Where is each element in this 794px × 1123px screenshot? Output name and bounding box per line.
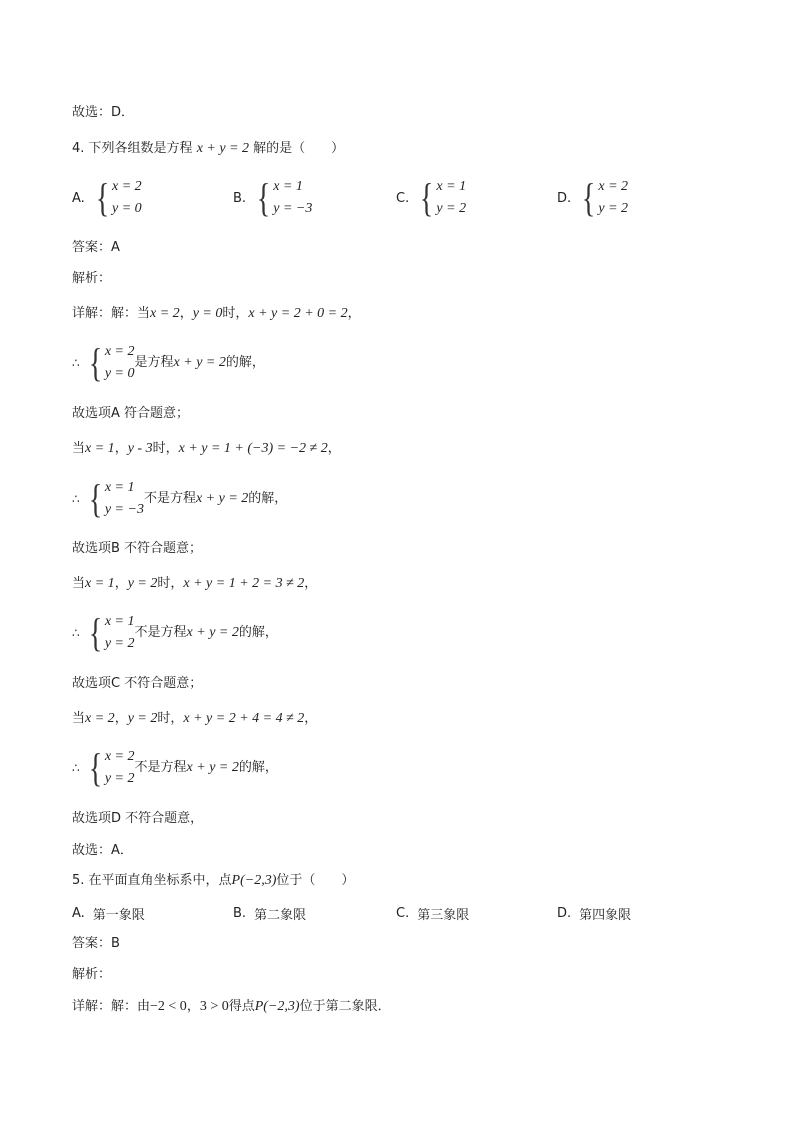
detail-case-b — [72, 440, 341, 458]
system-row-2: y = 2 — [436, 201, 467, 216]
of-solution-text: 的解， — [238, 625, 278, 640]
system-row-2: y = 0 — [104, 366, 135, 381]
left-brace-icon: { — [88, 745, 102, 790]
q5-analysis — [72, 966, 111, 984]
detail-prefix: 当 — [72, 711, 86, 726]
calculation: x + y = 1 + 2 = 3 ≠ 2 — [183, 576, 305, 591]
option-label: B. — [233, 190, 247, 206]
conclusion-c — [72, 611, 278, 655]
verdict-text: 故选项C 不符合题意； — [72, 676, 203, 691]
equation-system — [86, 341, 135, 385]
verdict-d — [72, 810, 203, 828]
detail-prefix: 详解：解：由 — [72, 999, 151, 1014]
q4-option-d — [557, 176, 628, 220]
y-value: y = 2 — [127, 711, 158, 726]
when-text: 时， — [157, 576, 184, 591]
get-point-text: 得点 — [228, 999, 255, 1014]
is-solution-text: 是方程 — [134, 355, 174, 370]
question-5-stem — [72, 872, 354, 890]
detail-prefix: 当 — [72, 441, 86, 456]
of-solution-text: 的解， — [248, 491, 288, 506]
q4-option-a — [72, 176, 142, 220]
when-text: 时， — [152, 441, 179, 456]
left-brace-icon: { — [88, 476, 102, 521]
question-4-stem — [72, 140, 344, 158]
therefore-icon: ∴ — [72, 492, 80, 506]
y-value: y = 2 — [127, 576, 158, 591]
when-text: 时， — [157, 711, 184, 726]
comma-end: ， — [304, 576, 318, 591]
q5-tail: 位于（ ） — [276, 873, 355, 888]
system-row-1: x = 1 — [436, 179, 467, 194]
x-value: x = 1 — [85, 576, 115, 591]
calculation: x + y = 1 + (−3) = −2 ≠ 2 — [178, 441, 328, 456]
equation: x + y = 2 — [186, 760, 239, 775]
equation: x + y = 2 — [186, 625, 239, 640]
verdict-a — [72, 405, 189, 423]
detail-prefix: 详解：解：当 — [72, 306, 151, 321]
not-solution-text: 不是方程 — [134, 625, 187, 640]
x-value: x = 2 — [150, 306, 180, 321]
comma: ， — [114, 441, 128, 456]
equation-system — [254, 176, 312, 220]
detail-prefix: 当 — [72, 576, 86, 591]
point: P(−2,3) — [254, 999, 300, 1014]
left-brace-icon: { — [88, 610, 102, 655]
conclusion-d — [72, 746, 278, 790]
verdict-text: 故选项B 不符合题意； — [72, 541, 203, 556]
q4-analysis — [72, 270, 111, 288]
not-solution-text: 不是方程 — [143, 491, 196, 506]
comma-end: ， — [347, 306, 361, 321]
conclusion-text: 位于第二象限． — [299, 999, 391, 1014]
y-value: y = 0 — [192, 306, 223, 321]
when-text: 时， — [222, 306, 249, 321]
prev-answer — [72, 104, 134, 122]
calculation: x + y = 2 + 4 = 4 ≠ 2 — [183, 711, 305, 726]
answer-text: 答案：A — [72, 240, 120, 255]
analysis-label: 解析： — [72, 967, 112, 982]
q4-answer — [72, 239, 120, 257]
therefore-icon: ∴ — [72, 761, 80, 775]
option-label: D. — [557, 190, 572, 206]
final-answer-text: 故选：A． — [72, 843, 133, 858]
option-text: 第三象限 — [417, 908, 470, 923]
q5-option-c — [396, 904, 469, 923]
comma-end: ， — [304, 711, 318, 726]
equation-system — [86, 477, 144, 521]
left-brace-icon: { — [88, 340, 102, 385]
equation-system — [86, 611, 135, 655]
system-row-2: y = 2 — [598, 201, 629, 216]
of-solution-text: 的解， — [225, 355, 265, 370]
option-text: 第一象限 — [92, 908, 145, 923]
system-row-2: y = 2 — [104, 771, 135, 786]
equation-system — [579, 176, 628, 220]
option-label: A. — [72, 906, 85, 921]
left-brace-icon: { — [420, 175, 434, 220]
system-row-1: x = 2 — [112, 179, 142, 194]
inequality-2: 3 > 0 — [199, 999, 229, 1014]
system-row-1: x = 1 — [273, 179, 303, 194]
option-text: 第四象限 — [579, 908, 632, 923]
verdict-c — [72, 675, 202, 693]
q4-final-answer — [72, 842, 133, 860]
equation-system — [93, 176, 142, 220]
q4-number: 4. 下列各组数是方程 — [72, 141, 193, 156]
of-solution-text: 的解， — [238, 760, 278, 775]
comma: ， — [186, 999, 200, 1014]
system-row-1: x = 2 — [598, 179, 629, 194]
comma-end: ， — [327, 441, 341, 456]
system-row-2: y = 0 — [112, 201, 142, 216]
q5-option-b — [233, 904, 306, 923]
system-row-2: y = −3 — [104, 502, 144, 517]
x-value: x = 1 — [85, 441, 115, 456]
answer-text: 答案：B — [72, 936, 120, 951]
system-row-1: x = 1 — [104, 614, 135, 629]
option-label: B. — [233, 906, 247, 921]
system-row-2: y = 2 — [104, 636, 135, 651]
y-value: y - 3 — [127, 441, 153, 456]
equation: x + y = 2 — [195, 491, 249, 506]
q5-option-a — [72, 904, 145, 923]
verdict-text: 故选项A 符合题意； — [72, 406, 190, 421]
analysis-label: 解析： — [72, 271, 112, 286]
option-label: D. — [557, 906, 572, 921]
left-brace-icon: { — [95, 175, 110, 220]
q5-point: P(−2,3) — [231, 873, 277, 888]
detail-case-d — [72, 710, 317, 728]
comma: ， — [179, 306, 193, 321]
equation-system — [86, 746, 135, 790]
equation-system — [417, 176, 466, 220]
verdict-b — [72, 540, 202, 558]
inequality-1: −2 < 0 — [150, 999, 187, 1014]
q4-equation: x + y = 2 — [196, 141, 250, 156]
equation: x + y = 2 — [173, 355, 226, 370]
comma: ， — [114, 576, 128, 591]
q5-detail — [72, 998, 391, 1016]
detail-case-a — [72, 305, 361, 323]
conclusion-a — [72, 341, 265, 385]
q4-option-c — [396, 176, 466, 220]
therefore-icon: ∴ — [72, 356, 80, 370]
system-row-1: x = 2 — [104, 344, 135, 359]
option-text: 第二象限 — [254, 908, 307, 923]
left-brace-icon: { — [582, 175, 596, 220]
option-label: A. — [72, 190, 85, 206]
not-solution-text: 不是方程 — [134, 760, 187, 775]
calculation: x + y = 2 + 0 = 2 — [248, 306, 348, 321]
system-row-1: x = 1 — [104, 480, 135, 495]
q5-option-d — [557, 904, 631, 923]
detail-case-c — [72, 575, 317, 593]
option-label: C. — [396, 190, 410, 206]
x-value: x = 2 — [85, 711, 115, 726]
option-label: C. — [396, 906, 410, 921]
q4-option-b — [233, 176, 312, 220]
therefore-icon: ∴ — [72, 626, 80, 640]
q5-number: 5. 在平面直角坐标系中，点 — [72, 873, 232, 888]
system-row-2: y = −3 — [273, 201, 313, 216]
q5-answer — [72, 935, 120, 953]
comma: ， — [114, 711, 128, 726]
conclusion-b — [72, 477, 287, 521]
q4-tail: 解的是（ ） — [253, 141, 345, 156]
system-row-1: x = 2 — [104, 749, 135, 764]
prev-answer-text: 故选：D． — [72, 105, 135, 120]
left-brace-icon: { — [256, 175, 271, 220]
verdict-text: 故选项D 不符合题意， — [72, 811, 204, 826]
